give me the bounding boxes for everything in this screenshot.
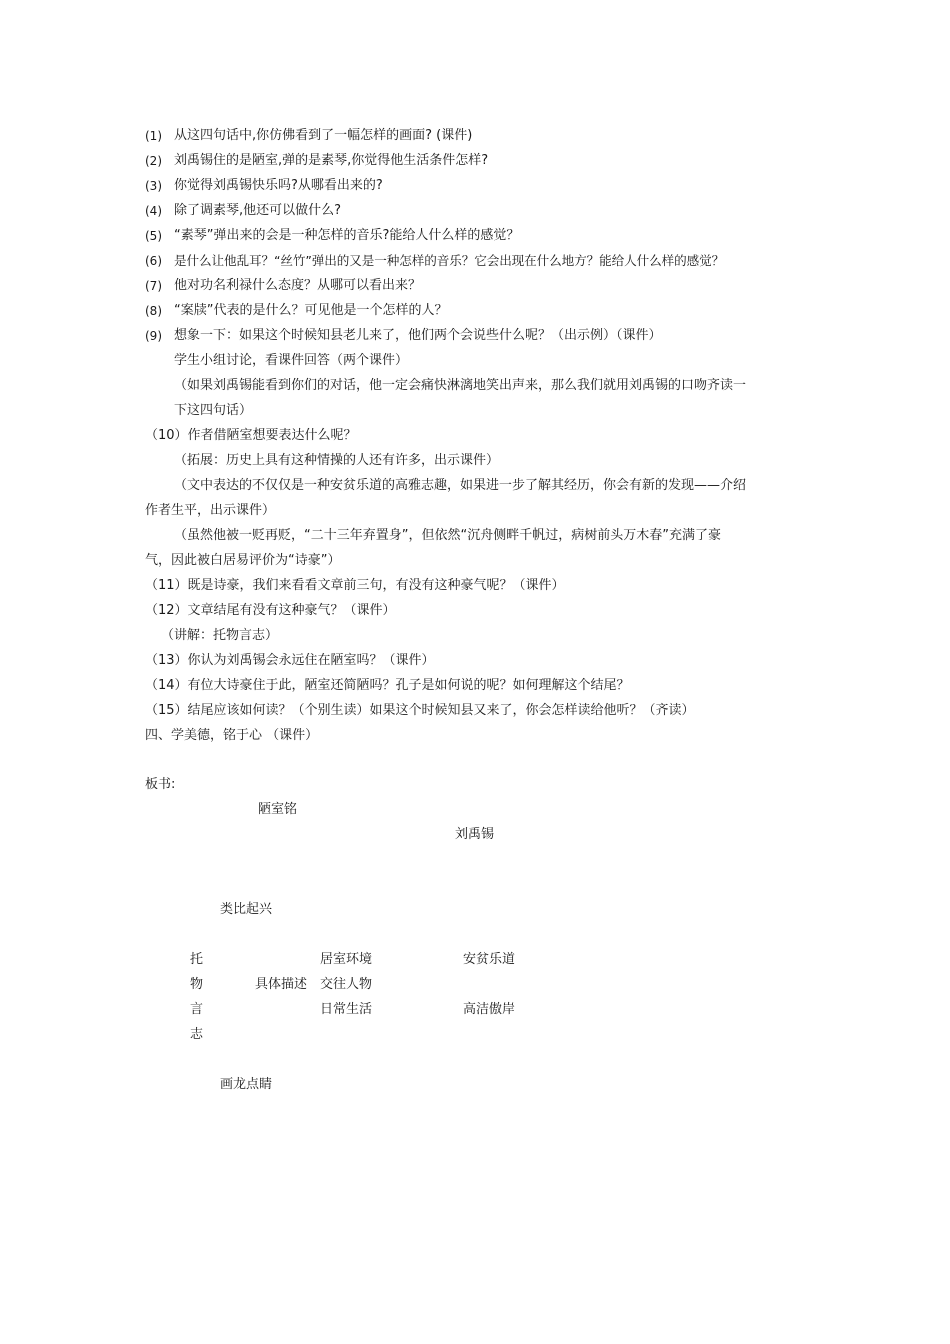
board-vertical-char: 托 xyxy=(190,952,204,967)
question-text: 刘禹锡住的是陋室,弹的是素琴,你觉得他生活条件怎样? xyxy=(174,153,489,168)
board-theme: 高洁傲岸 xyxy=(463,1002,516,1017)
text-line: （讲解：托物言志） xyxy=(161,628,279,643)
question-number: (8) xyxy=(145,304,162,318)
text-line: 气，因此被白居易评价为“诗豪”） xyxy=(145,553,341,568)
question-text: 是什么让他乱耳？“丝竹”弹出的又是一种怎样的音乐？它会出现在什么地方？能给人什么样的感觉？ xyxy=(174,253,725,268)
question-text: 他对功名利禄什么态度？从哪可以看出来？ xyxy=(174,278,422,293)
text-line: 作者生平，出示课件） xyxy=(145,503,276,518)
text-line: （15）结尾应该如何读？（个别生读）如果这个时候知县又来了，你会怎样读给他听？（齐读） xyxy=(145,703,695,718)
board-detail: 居室环境 xyxy=(320,952,373,967)
text-line: （11）既是诗豪，我们来看看文章前三句，有没有这种豪气呢？（课件） xyxy=(145,578,565,593)
board-title: 陋室铭 xyxy=(258,802,298,817)
question-text: 除了调素琴,他还可以做什么? xyxy=(174,203,342,218)
question-text: “案牍”代表的是什么？可见他是一个怎样的人？ xyxy=(174,303,448,318)
question-text: “素琴”弹出来的会是一种怎样的音乐?能给人什么样的感觉？ xyxy=(174,228,520,243)
text-line: 下这四句话） xyxy=(174,403,253,418)
board-theme: 安贫乐道 xyxy=(463,952,516,967)
question-text: 你觉得刘禹锡快乐吗?从哪看出来的? xyxy=(174,178,383,193)
question-number: (3) xyxy=(145,179,162,193)
question-number: (5) xyxy=(145,229,162,243)
text-line: （拓展：历史上具有这种情操的人还有许多，出示课件） xyxy=(174,453,500,468)
board-vertical-char: 志 xyxy=(190,1027,204,1042)
section-heading: 四、学美德，铭于心 （课件） xyxy=(145,728,319,743)
question-number: (1) xyxy=(145,129,162,143)
board-analogy: 类比起兴 xyxy=(220,902,273,917)
question-number: (4) xyxy=(145,204,162,218)
question-number: (6) xyxy=(145,254,162,268)
text-line: （文中表达的不仅仅是一种安贫乐道的高雅志趣，如果进一步了解其经历，你会有新的发现——介绍 xyxy=(174,478,747,493)
question-number: (2) xyxy=(145,154,162,168)
question-number: (9) xyxy=(145,329,162,343)
text-line: （如果刘禹锡能看到你们的对话，他一定会痛快淋漓地笑出声来，那么我们就用刘禹锡的口吻齐读一 xyxy=(174,378,747,393)
text-line: （12）文章结尾有没有这种豪气？（课件） xyxy=(145,603,396,618)
board-finale: 画龙点睛 xyxy=(220,1077,273,1092)
text-line: （13）你认为刘禹锡会永远住在陋室吗？（课件） xyxy=(145,653,435,668)
text-line: （10）作者借陋室想要表达什么呢？ xyxy=(145,428,357,443)
board-vertical-char: 言 xyxy=(190,1002,204,1017)
board-detail: 交往人物 xyxy=(320,977,373,992)
text-line: （虽然他被一贬再贬，“二十三年弃置身”，但依然“沉舟侧畔千帆过，病树前头万木春”充满了豪 xyxy=(174,528,721,543)
board-heading: 板书: xyxy=(145,777,176,792)
question-text: 想象一下：如果这个时候知县老儿来了，他们两个会说些什么呢？（出示例）（课件） xyxy=(174,328,662,343)
board-vertical-char: 物 xyxy=(190,977,204,992)
text-line: （14）有位大诗豪住于此，陋室还简陋吗？孔子是如何说的呢？如何理解这个结尾？ xyxy=(145,678,630,693)
board-author: 刘禹锡 xyxy=(455,827,495,842)
text-line: 学生小组讨论，看课件回答（两个课件） xyxy=(174,353,409,368)
question-number: (7) xyxy=(145,279,162,293)
board-detail: 日常生活 xyxy=(320,1002,373,1017)
board-detail-label: 具体描述 xyxy=(255,977,308,992)
question-text: 从这四句话中,你仿佛看到了一幅怎样的画面? (课件) xyxy=(174,128,473,143)
